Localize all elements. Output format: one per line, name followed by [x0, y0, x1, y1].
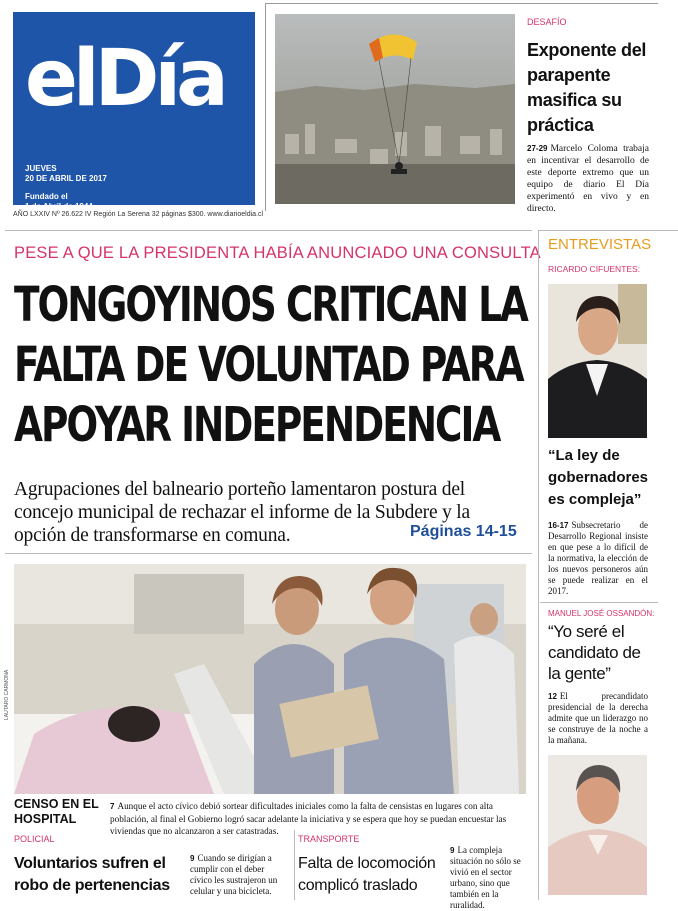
- transport-section-label: TRANSPORTE: [298, 834, 360, 844]
- transport-body: [450, 845, 532, 911]
- interview-2-quote[interactable]: “Yo seré el candidato de la gente”: [548, 622, 641, 683]
- issue-meta-line: AÑO LXXIV Nº 26.622 IV Región La Serena 32 páginas $300. www.diarioeldia.cl: [13, 211, 264, 218]
- issue-date: JUEVES 20 DE ABRIL DE 2017: [25, 164, 107, 183]
- interview-2-body: [548, 691, 648, 746]
- transport-headline[interactable]: Falta de locomoción complicó traslado: [298, 855, 436, 894]
- interview-1-text: Subsecretario de Desarrollo Regional insiste en que pese a lo difícil de la normativa, la elección de los nuevos personeros aún se puede realizar en el 2017.: [548, 520, 648, 596]
- census-text: Aunque el acto cívico debió sortear dificultades iniciales como la falta de censistas en lugares con alta población, al final el Gobierno logró sacar adelante la iniciativa y se espera que hoy se puedan encuestar las viviendas que no alcanzaron a ser catastradas.: [110, 801, 507, 836]
- police-text: Cuando se dirigían a cumplir con el deber cívico les sustrajeron un celular y una bicicleta.: [190, 853, 278, 896]
- interview-1-name: RICARDO CIFUENTES:: [548, 264, 641, 274]
- transport-pages: 9: [450, 846, 455, 855]
- police-body: [190, 853, 288, 897]
- interview-2-text: El precandidato presidencial de la derecha admite que un liderazgo no se construye de la noche a la mañana.: [548, 691, 648, 745]
- police-headline[interactable]: Voluntarios sufren el robo de pertenencias: [14, 855, 170, 894]
- teaser-headline[interactable]: Exponente del parapente masifica su práctica: [527, 40, 647, 135]
- teaser-body: [527, 143, 649, 215]
- lead-pages[interactable]: Páginas 14-15: [410, 523, 517, 540]
- paraglider-photo[interactable]: [275, 14, 515, 204]
- interview-divider: [540, 602, 658, 603]
- census-divider: [5, 553, 532, 554]
- founded-note: Fundado el 1 de Abril de 1944: [25, 192, 93, 211]
- interview-1-quote[interactable]: “La ley de gobernadores es compleja”: [548, 447, 649, 508]
- hospital-photo[interactable]: [14, 564, 526, 794]
- census-body: [110, 800, 530, 837]
- teaser-section-label: DESAFÍO: [527, 17, 567, 27]
- transport-divider: [294, 830, 295, 900]
- photo-credit: LAUTARO CARMONA: [4, 669, 10, 720]
- census-pages: 7: [110, 802, 115, 811]
- masthead: [13, 12, 255, 211]
- interview-1-portrait[interactable]: [548, 284, 647, 438]
- census-headline[interactable]: CENSO EN EL HOSPITAL: [14, 797, 99, 826]
- lead-deck: Agrupaciones del balneario porteño lamentaron postura del concejo municipal de rechazar el informe de la Subdere y la opción de transformarse en comuna.: [14, 479, 470, 546]
- lead-headline[interactable]: TONGOYINOS CRITICAN LA FALTA DE VOLUNTAD PARA APOYAR INDEPENDENCIA: [14, 277, 527, 453]
- interview-1-body: [548, 520, 648, 597]
- police-section-label: POLICIAL: [14, 834, 55, 844]
- newspaper-logo[interactable]: elDía: [25, 34, 224, 124]
- interview-2-name: MANUEL JOSÉ OSSANDÓN:: [548, 609, 655, 618]
- teaser-body-text: Marcelo Coloma trabaja en incentivar el desarrollo de este deporte extremo que un equipo de diario El Día experimentó en vivo y en directo.: [527, 144, 649, 214]
- interviews-section-label: ENTREVISTAS: [548, 236, 652, 253]
- police-pages: 9: [190, 854, 195, 863]
- lead-kicker: PESE A QUE LA PRESIDENTA HABÍA ANUNCIADO UNA CONSULTA: [14, 244, 541, 262]
- interview-2-pages: 12: [548, 692, 557, 701]
- interview-1-pages: 16-17: [548, 521, 569, 530]
- teaser-pages: 27-29: [527, 144, 548, 153]
- interview-2-portrait[interactable]: [548, 755, 647, 895]
- transport-text: La compleja situación no sólo se vivió en el sector urbano, sino que también en la ruralidad.: [450, 845, 521, 910]
